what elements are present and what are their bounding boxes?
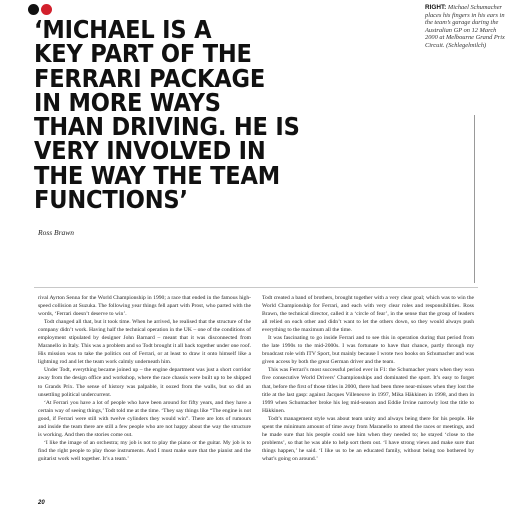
black-dot-icon	[28, 4, 39, 15]
paragraph: Under Todt, everything became joined up – the engine department was just a short corridor away from the design office and workshop, where the race chassis were built up to be shipped to Grands Prix. The sense of history was palpable, it oozed from the walls, but so did an unsettling political undercurrent.	[38, 367, 251, 398]
pull-quote-line: THAN DRIVING. HE IS	[34, 112, 300, 142]
pull-quote-line: FUNCTIONS’	[34, 185, 188, 215]
quote-attribution: Ross Brawn	[38, 228, 75, 237]
caption-text: Michael Schumacher places his fingers in his ears in the team’s garage during the Australian GP on 12 March 2000 at Melbourne Grand Prix Circuit. (Schlegelmilch)	[425, 4, 505, 49]
paragraph: It was fascinating to go inside Ferrari and to see this in operation during that period from the late 1990s to the mid-2000s. I was fortunate to have that chance, partly through my broadcast role with ITV Sport, but mainly because I wrote two books on Schumacher and was given access by both the great German driver and the team.	[262, 335, 474, 366]
paragraph: ‘I like the image of an orchestra; my job is not to play the piano or the guitar. My job is to find the right people to play those instruments. And I must make sure that the pianist and the guitarist work well together. It’s a team.’	[38, 439, 251, 462]
paragraph: This was Ferrari’s most successful period ever in F1: the Schumacher years when they won five consecutive World Drivers’ Championships and dominated the sport. It’s easy to forget that, before the first of those titles in 2000, there had been three near-misses when they lost the title at the last gasp: against Jacques Villeneuve in 1997, Mika Häkkinen in 1998, and then in 1999 when Schumacher broke his leg mid-season and Eddie Irvine narrowly lost the title to Häkkinen.	[262, 367, 474, 414]
pull-quote-line: ‘MICHAEL IS A	[34, 15, 212, 44]
paragraph: ‘At Ferrari you have a lot of people who have been around for fifty years, and they have a certain way of seeing things,’ Todt told me at the time. ‘They say things like “The engine is not good, if Ferrari were still with twelve cylinders they would win”. There are lots of rumours and inside the team there are still a few people who are not happy about the way the structure is working. And then the stories come out.	[38, 399, 251, 438]
divider-rule	[34, 287, 478, 288]
pull-quote-line: THE WAY THE TEAM	[34, 160, 280, 190]
photo-caption	[425, 4, 507, 49]
pull-quote-line: KEY PART OF THE	[34, 39, 252, 69]
body-column-right	[262, 294, 474, 463]
body-column-left	[38, 294, 251, 463]
paragraph: Todt created a band of brothers, brought together with a very clear goal; which was to win the World Championship for Ferrari, and each with very clear roles and responsibilities. Ross Brawn, the technical director, called it a ‘circle of fear’, in the sense that the group of leaders all relied on each other and didn’t want to let the others down, so they would always push everything to the maximum all the time.	[262, 295, 474, 334]
page-number: 20	[38, 500, 45, 506]
section-marker-dots	[28, 4, 52, 15]
caption-label: RIGHT:	[425, 4, 447, 11]
paragraph: Todt changed all that, but it took time. When he arrived, he realised that the structure of the company didn’t work. Having half the technical operation in the UK – one of the conditions of employment stipulated by designer John Barnard – meant that it was disconnected from Maranello in Italy. This was a problem and so Todt brought it all back together under one roof. His mission was to take the politics out of Ferrari, or at least to draw it onto himself like a lightning rod and let the team work calmly underneath him.	[38, 319, 251, 366]
paragraph: Todt’s management style was about team unity and always being there for his people. He spent the minimum amount of time away from Maranello to attend the races or meetings, and he made sure that his people could see him when they needed to; he stayed ‘close to the problems’, so that he was able to help sort them out. ‘I have strong views and make sure that things happen,’ he said. ‘I like us to be an educated family, without being too bothered by what’s going on around.’	[262, 415, 474, 462]
red-dot-icon	[41, 4, 52, 15]
pull-quote-line: IN MORE WAYS	[34, 87, 221, 117]
pull-quote-line: FERRARI PACKAGE	[34, 63, 266, 93]
photo-edge-rule	[474, 115, 475, 283]
pull-quote-line: VERY INVOLVED IN	[34, 136, 266, 166]
pull-quote	[34, 15, 420, 215]
paragraph: rival Ayrton Senna for the World Championship in 1990; a race that ended in the famous high-speed collision at Suzuka. The following year things fell apart with Prost, who parted with the words, ‘Ferrari doesn’t deserve to win’.	[38, 295, 251, 318]
